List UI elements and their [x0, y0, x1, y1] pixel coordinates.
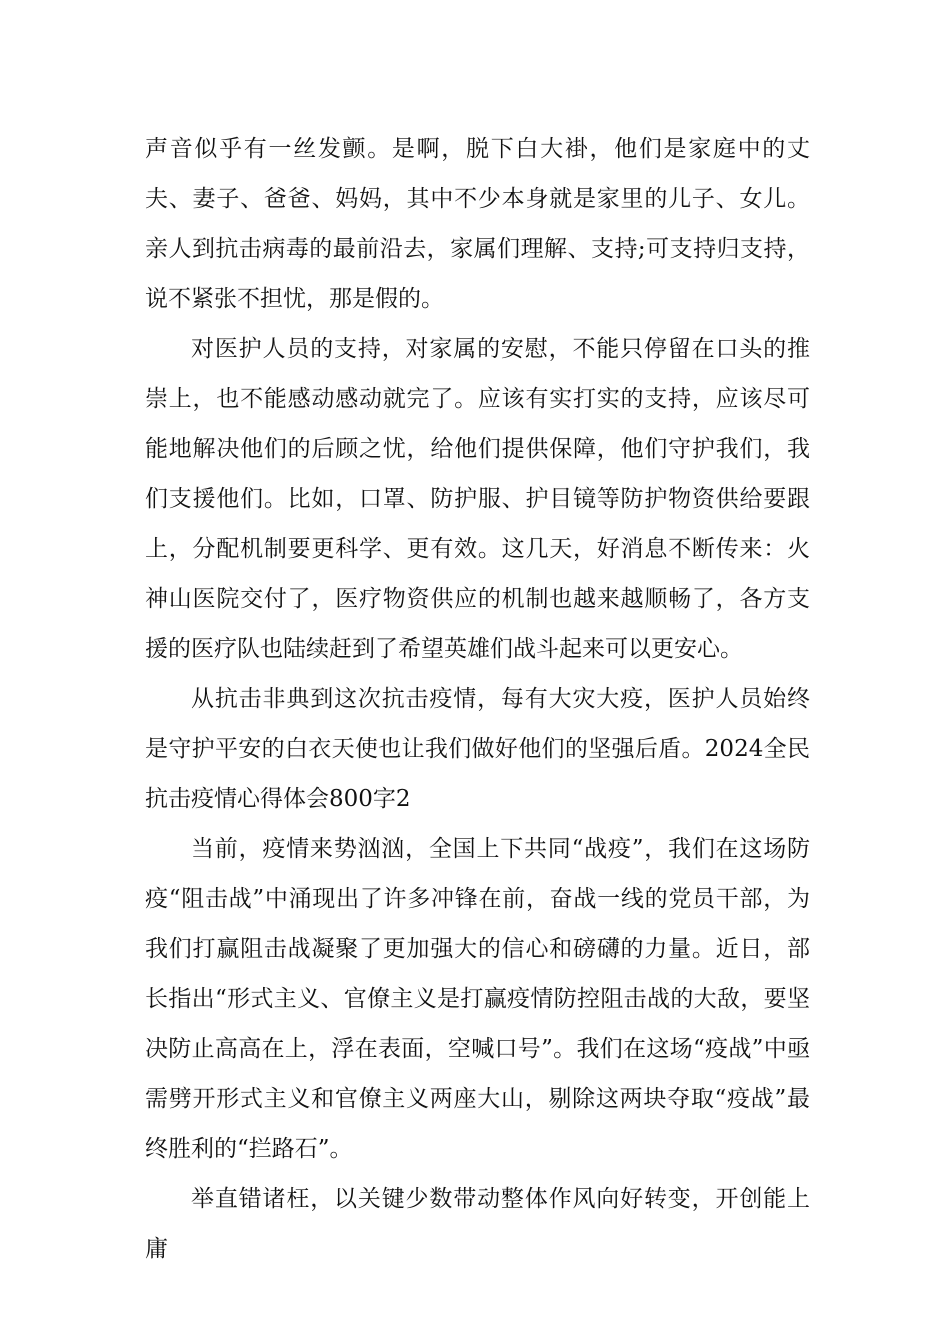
- paragraph-1: 声音似乎有一丝发颤。是啊，脱下白大褂，他们是家庭中的丈夫、妻子、爸爸、妈妈，其中不少本身就是家里的儿子、女儿。亲人到抗击病毒的最前沿去，家属们理解、支持;可支持归支持，说不紧张不担忧，那是假的。: [145, 136, 810, 312]
- document-body: [145, 124, 810, 1274]
- paragraph-2: 对医护人员的支持，对家属的安慰，不能只停留在口头的推崇上，也不能感动感动就完了。应该有实打实的支持，应该尽可能地解决他们的后顾之忧，给他们提供保障，他们守护我们，我们支援他们。比如，口罩、防护服、护目镜等防护物资供给要跟上，分配机制要更科学、更有效。这几天，好消息不断传来：火神山医院交付了，医疗物资供应的机制也越来越顺畅了，各方支援的医疗队也陆续赶到了希望英雄们战斗起来可以更安心。: [145, 336, 810, 662]
- paragraph-4: 当前，疫情来势汹汹，全国上下共同“战疫”，我们在这场防疫“阻击战”中涌现出了许多冲锋在前，奋战一线的党员干部，为我们打赢阻击战凝聚了更加强大的信心和磅礴的力量。近日，部长指出“形式主义、官僚主义是打赢疫情防控阻击战的大敌，要坚决防止高高在上，浮在表面，空喊口号”。我们在这场“疫战”中亟需劈开形式主义和官僚主义两座大山，剔除这两块夺取“疫战”最终胜利的“拦路石”。: [145, 836, 810, 1162]
- paragraph-5: 举直错诸枉，以关键少数带动整体作风向好转变，开创能上庸: [145, 1186, 810, 1262]
- paragraph-3: 从抗击非典到这次抗击疫情，每有大灾大疫，医护人员始终是守护平安的白衣天使也让我们做好他们的坚强后盾。2024全民抗击疫情心得体会800字2: [145, 686, 810, 812]
